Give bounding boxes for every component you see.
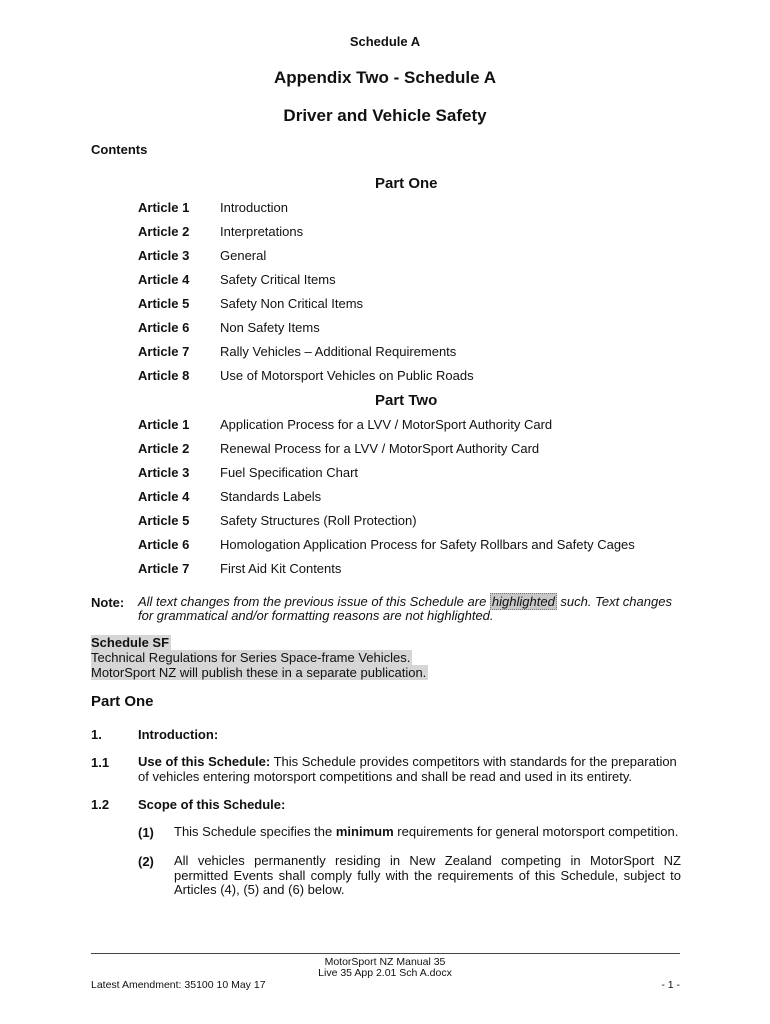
toc-article-title: Introduction bbox=[220, 200, 288, 215]
toc-article-title: Safety Structures (Roll Protection) bbox=[220, 513, 417, 528]
toc-article-title: Standards Labels bbox=[220, 489, 322, 504]
subclause-paragraph bbox=[174, 825, 684, 840]
note-text-before: All text changes from the previous issue of this Schedule are bbox=[138, 594, 490, 609]
clause-number: 1. bbox=[91, 727, 102, 742]
toc-article-number: Article 5 bbox=[138, 296, 190, 311]
toc-article-number: Article 1 bbox=[138, 200, 190, 215]
running-header: Schedule A bbox=[349, 34, 421, 49]
toc-article-number: Article 3 bbox=[138, 248, 190, 263]
toc-article-title: Renewal Process for a LVV / MotorSport Authority Card bbox=[220, 441, 540, 456]
footer-manual: MotorSport NZ Manual 35 bbox=[324, 956, 446, 968]
footer-filename: Live 35 App 2.01 Sch A.docx bbox=[318, 967, 452, 979]
toc-article-number: Article 6 bbox=[138, 320, 190, 335]
section-heading: Part One bbox=[91, 693, 154, 710]
toc-article-number: Article 6 bbox=[138, 537, 190, 552]
toc-article-number: Article 8 bbox=[138, 368, 190, 383]
toc-article-title: Homologation Application Process for Safety Rollbars and Safety Cages bbox=[220, 537, 635, 552]
clause-heading: Scope of this Schedule: bbox=[138, 797, 286, 812]
clause-heading: Introduction: bbox=[138, 727, 219, 742]
contents-label: Contents bbox=[91, 142, 148, 157]
subclause-text-after: requirements for general motorsport competition. bbox=[393, 824, 679, 839]
toc-article-number: Article 2 bbox=[138, 441, 190, 456]
toc-article-number: Article 1 bbox=[138, 417, 190, 432]
toc-article-number: Article 5 bbox=[138, 513, 190, 528]
footer-divider bbox=[91, 953, 680, 954]
toc-article-title: General bbox=[220, 248, 267, 263]
toc-article-title: Application Process for a LVV / MotorSport Authority Card bbox=[220, 417, 553, 432]
toc-article-title: Fuel Specification Chart bbox=[220, 465, 359, 480]
schedule-sf-block bbox=[91, 635, 428, 680]
clause-number: 1.2 bbox=[91, 797, 110, 812]
subclause-number: (1) bbox=[138, 825, 154, 840]
toc-part-two-heading: Part Two bbox=[375, 392, 438, 409]
footer-amendment: Latest Amendment: 35100 10 May 17 bbox=[91, 979, 266, 991]
toc-article-title: Safety Critical Items bbox=[220, 272, 336, 287]
note-text bbox=[138, 595, 683, 623]
subclause-number: (2) bbox=[138, 854, 154, 869]
toc-part-one-heading: Part One bbox=[375, 175, 438, 192]
toc-article-title: Use of Motorsport Vehicles on Public Roads bbox=[220, 368, 474, 383]
toc-article-title: Interpretations bbox=[220, 224, 304, 239]
toc-article-title: Safety Non Critical Items bbox=[220, 296, 364, 311]
toc-article-number: Article 7 bbox=[138, 561, 190, 576]
note-text-after: such. Text changes for grammatical and/or formatting reasons are not highlighted. bbox=[138, 594, 672, 623]
toc-article-number: Article 7 bbox=[138, 344, 190, 359]
toc-article-title: First Aid Kit Contents bbox=[220, 561, 342, 576]
toc-article-title: Rally Vehicles – Additional Requirements bbox=[220, 344, 457, 359]
toc-article-number: Article 3 bbox=[138, 465, 190, 480]
highlighted-word: highlighted bbox=[491, 594, 555, 609]
page-title: Appendix Two - Schedule A bbox=[274, 68, 496, 87]
clause-heading: Use of this Schedule: bbox=[138, 754, 271, 769]
clause-body: This Schedule provides competitors with standards for the preparation of vehicles entering motorsport competitions and shall be read and used in its entirety. bbox=[138, 754, 677, 784]
page-subtitle: Driver and Vehicle Safety bbox=[283, 106, 487, 125]
toc-article-number: Article 4 bbox=[138, 272, 190, 287]
toc-article-number: Article 4 bbox=[138, 489, 190, 504]
schedule-sf-title: Schedule SF bbox=[91, 635, 170, 650]
page-number: - 1 - bbox=[661, 979, 680, 991]
subclause-emphasis: minimum bbox=[335, 824, 394, 839]
clause-paragraph bbox=[138, 755, 683, 784]
note-label: Note: bbox=[91, 595, 125, 610]
clause-number: 1.1 bbox=[91, 755, 110, 770]
subclause-paragraph: All vehicles permanently residing in New Zealand competing in MotorSport NZ permitted Events shall comply fully with the requirements of this Schedule, subject to Articles (4), (5) and (6) below. bbox=[174, 853, 681, 897]
subclause-text-before: This Schedule specifies the bbox=[174, 824, 336, 839]
toc-article-number: Article 2 bbox=[138, 224, 190, 239]
toc-article-title: Non Safety Items bbox=[220, 320, 320, 335]
schedule-sf-line-2: MotorSport NZ will publish these in a separate publication. bbox=[91, 665, 427, 680]
schedule-sf-line-1: Technical Regulations for Series Space-frame Vehicles. bbox=[91, 650, 411, 665]
